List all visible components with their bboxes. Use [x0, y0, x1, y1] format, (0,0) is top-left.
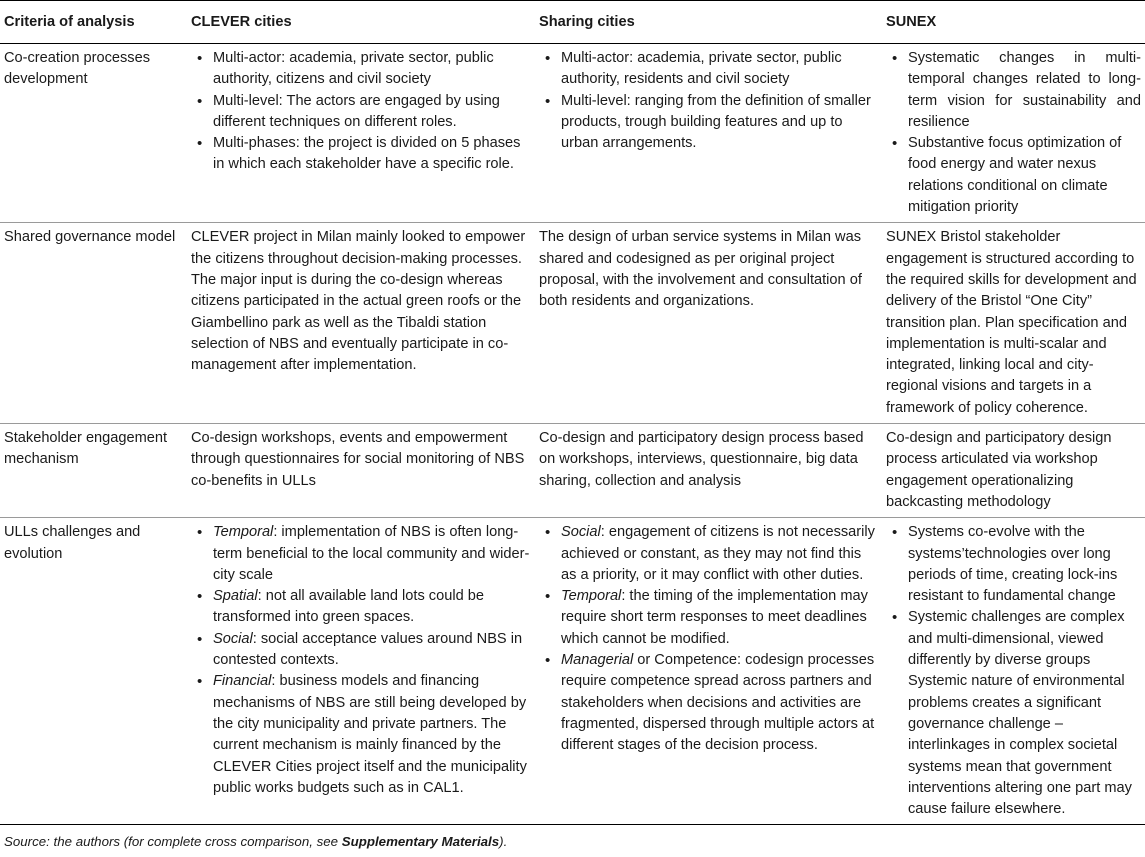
sunex-cell	[882, 44, 1145, 223]
list-item: • Systematic changes in multi-temporal changes related to long-term vision for sustainability and resilience	[886, 48, 1141, 133]
list-item	[191, 586, 531, 629]
list-item: • Multi-level: ranging from the definition of smaller products, trough building features and up to urban arrangements.	[539, 91, 878, 155]
source-suffix: ).	[499, 834, 508, 850]
list-item	[539, 650, 878, 756]
clever-cell: Co-design workshops, events and empowerment through questionnaires for social monitoring of NBS co-benefits in ULLs	[187, 424, 535, 518]
sharing-cell: The design of urban service systems in Milan was shared and codesigned as per original project proposal, with the involvement and consultation of both residents and organizations.	[535, 223, 882, 424]
criteria-cell: Shared governance model	[0, 223, 187, 424]
item-text: : business models and financing mechanisms of NBS are still being developed by the city municipality and private partners. The current mechanism is mainly financed by the CLEVER Cities project itself and the municipality public works budgets such as in CAL1.	[213, 673, 527, 796]
item-text: : social acceptance values around NBS in contested contexts.	[213, 630, 523, 669]
sharing-cell	[535, 518, 882, 825]
table-source-note	[4, 831, 507, 852]
list-item: • Multi-level: The actors are engaged by using different techniques on different roles.	[191, 91, 531, 134]
table-row	[0, 44, 1145, 223]
supplementary-materials-link[interactable]: Supplementary Materials	[341, 834, 500, 850]
item-text: : not all available land lots could be transformed into green spaces.	[213, 588, 484, 626]
item-term: Financial	[213, 673, 272, 690]
list-item: • Substantive focus optimization of food energy and water nexus relations conditional on climate mitigation priority	[886, 133, 1141, 218]
item-term: Managerial	[561, 652, 634, 669]
header-clever-cities: CLEVER cities	[187, 1, 535, 44]
item-text: or Competence: codesign processes require competence spread across partners and stakeholders when decisions and activities are fragmented, dispersed through multiple actors at different stages of the decision process.	[561, 652, 875, 754]
item-term: Temporal	[561, 588, 622, 605]
item-term: Social	[213, 630, 253, 647]
sharing-cell	[535, 44, 882, 223]
sharing-cell: Co-design and participatory design process based on workshops, interviews, questionnaire, big data sharing, collection and analysis	[535, 424, 882, 518]
list-item	[539, 586, 878, 650]
list-item: • Multi-phases: the project is divided on 5 phases in which each stakeholder have a specific role.	[191, 133, 531, 176]
table-header-row	[0, 1, 1145, 44]
list-item: • Systems co-evolve with the systems’technologies over long periods of time, creating lock-ins resistant to fundamental change	[886, 522, 1141, 607]
sunex-cell: SUNEX Bristol stakeholder engagement is structured according to the required skills for development and delivery of the Bristol “One City” transition plan. Plan specification and implementation is multi-scalar and integrated, linking local and city-regional visions and targets in a framework of policy coherence.	[882, 223, 1145, 424]
list-item: • Multi-actor: academia, private sector, public authority, residents and civil society	[539, 48, 878, 91]
sunex-cell: Co-design and participatory design process articulated via workshop engagement operationalizing backcasting methodology	[882, 424, 1145, 518]
list-item	[539, 522, 878, 586]
clever-cell: CLEVER project in Milan mainly looked to empower the citizens throughout decision-making processes. The major input is during the co-design whereas citizens participated in the actual green roofs or the Giambellino park as well as the Tibaldi station selection of NBS and eventually participate in co-management after implementation.	[187, 223, 535, 424]
header-sunex: SUNEX	[882, 1, 1145, 44]
item-term: Temporal	[213, 524, 274, 541]
item-term: Spatial	[213, 588, 258, 605]
list-item: • Multi-actor: academia, private sector, public authority, citizens and civil society	[191, 48, 531, 91]
list-item	[191, 671, 531, 799]
criteria-cell: Stakeholder engagement mechanism	[0, 424, 187, 518]
table-row	[0, 518, 1145, 825]
item-text: : implementation of NBS is often long-term beneficial to the local community and wider-city scale	[213, 524, 530, 583]
item-term: Social	[561, 524, 601, 541]
header-criteria: Criteria of analysis	[0, 1, 187, 44]
list-item	[191, 629, 531, 672]
list-item: • Systemic challenges are complex and multi-dimensional, viewed differently by diverse groups Systemic nature of environmental problems creates a significant governance challenge – interlinkages in complex societal systems mean that government interventions altering one part may cause failure elsewhere.	[886, 607, 1141, 820]
criteria-cell: ULLs challenges and evolution	[0, 518, 187, 825]
source-prefix: Source: the authors (for complete cross comparison, see	[4, 834, 342, 850]
table-row	[0, 223, 1145, 424]
item-text: : the timing of the implementation may require short term responses to meet deadlines which cannot be modified.	[561, 588, 868, 647]
header-sharing-cities: Sharing cities	[535, 1, 882, 44]
clever-cell	[187, 518, 535, 825]
sunex-cell	[882, 518, 1145, 825]
clever-cell	[187, 44, 535, 223]
list-item	[191, 522, 531, 586]
item-text: : engagement of citizens is not necessarily achieved or constant, as they may not find this as a priority, or it may conflict with other duties.	[561, 524, 875, 583]
table-row	[0, 424, 1145, 518]
criteria-cell: Co-creation processes development	[0, 44, 187, 223]
